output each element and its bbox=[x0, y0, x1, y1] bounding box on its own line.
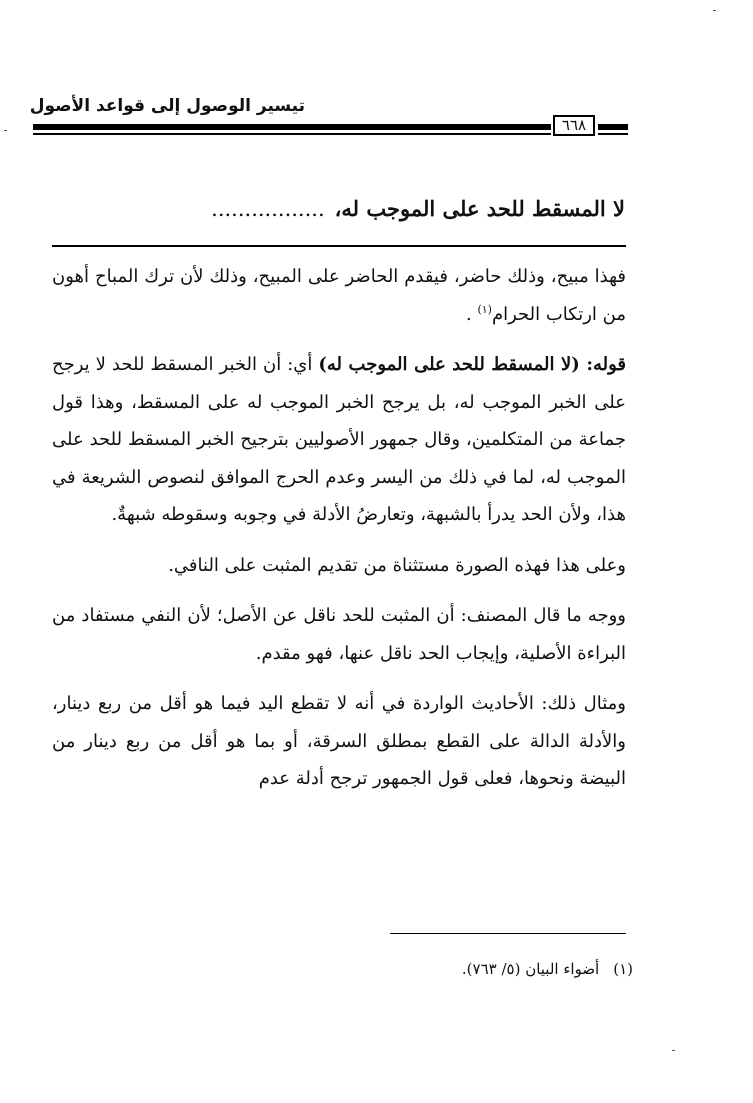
scan-mark bbox=[672, 1050, 675, 1051]
paragraph bbox=[52, 346, 626, 534]
header-rule-thin bbox=[33, 133, 551, 135]
scan-mark bbox=[4, 130, 7, 131]
footnote-number: (١) bbox=[613, 960, 633, 978]
paragraph bbox=[52, 685, 626, 798]
paragraph-text: ومثال ذلك: الأحاديث الواردة في أنه لا تقطع اليد فيما هو أقل من ربع دينار، والأدلة الدالة على القطع بمطلق السرقة، أو بما هو أقل من ربع دينار من البيضة ونحوها، فعلى قول الجمهور ترجح أدلة عدم bbox=[52, 693, 626, 789]
header-rule-short-thin bbox=[598, 133, 628, 135]
paragraph bbox=[52, 597, 626, 672]
section-heading-text: لا المسقط للحد على الموجب له، bbox=[334, 196, 625, 221]
paragraph-lead-bold: قوله: (لا المسقط للحد على الموجب له) bbox=[318, 354, 627, 375]
body-text bbox=[52, 258, 626, 811]
paragraph-text: وعلى هذا فهذه الصورة مستثناة من تقديم المثبت على النافي. bbox=[168, 554, 626, 576]
scan-mark bbox=[713, 10, 716, 11]
section-heading bbox=[50, 196, 625, 221]
running-header-title: تيسير الوصول إلى قواعد الأصول bbox=[29, 96, 305, 116]
header-rule-short-thick bbox=[598, 124, 628, 130]
header-rule-thick bbox=[33, 124, 551, 130]
footnote-text: أضواء البيان (٥/ ٧٦٣). bbox=[461, 960, 600, 978]
paragraph bbox=[52, 258, 626, 333]
footnote-reference: (١) bbox=[477, 302, 492, 316]
paragraph-text: ووجه ما قال المصنف: أن المثبت للحد ناقل عن الأصل؛ لأن النفي مستفاد من البراءة الأصلية، وإيجاب الحد ناقل عنها، فهو مقدم. bbox=[52, 605, 626, 664]
page-number: ٦٦٨ bbox=[553, 115, 595, 136]
paragraph bbox=[52, 547, 626, 585]
section-heading-dots: ................. bbox=[211, 197, 325, 221]
paragraph-text: فهذا مبيح، وذلك حاضر، فيقدم الحاضر على المبيح، وذلك لأن ترك المباح أهون من ارتكاب الحرام bbox=[52, 266, 626, 325]
footnote-separator bbox=[390, 933, 626, 934]
paragraph-text: أي: أن الخبر المسقط للحد لا يرجح على الخبر الموجب له، بل يرجح الخبر الموجب له على المسقط، وهذا قول جماعة من المتكلمين، وقال جمهور الأصوليين بترجيح الخبر المسقط للحد على الموجب له، لما في ذلك من اليسر وعدم الحرج الموافق لنصوص الشريعة في هذا، ولأن الحد يدرأ بالشبهة، وتعارضُ الأدلة في وجوبه وسقوطه شبهةٌ. bbox=[52, 354, 626, 525]
footnote bbox=[330, 960, 633, 978]
paragraph-end: . bbox=[465, 303, 472, 325]
section-heading-rule bbox=[52, 245, 626, 247]
